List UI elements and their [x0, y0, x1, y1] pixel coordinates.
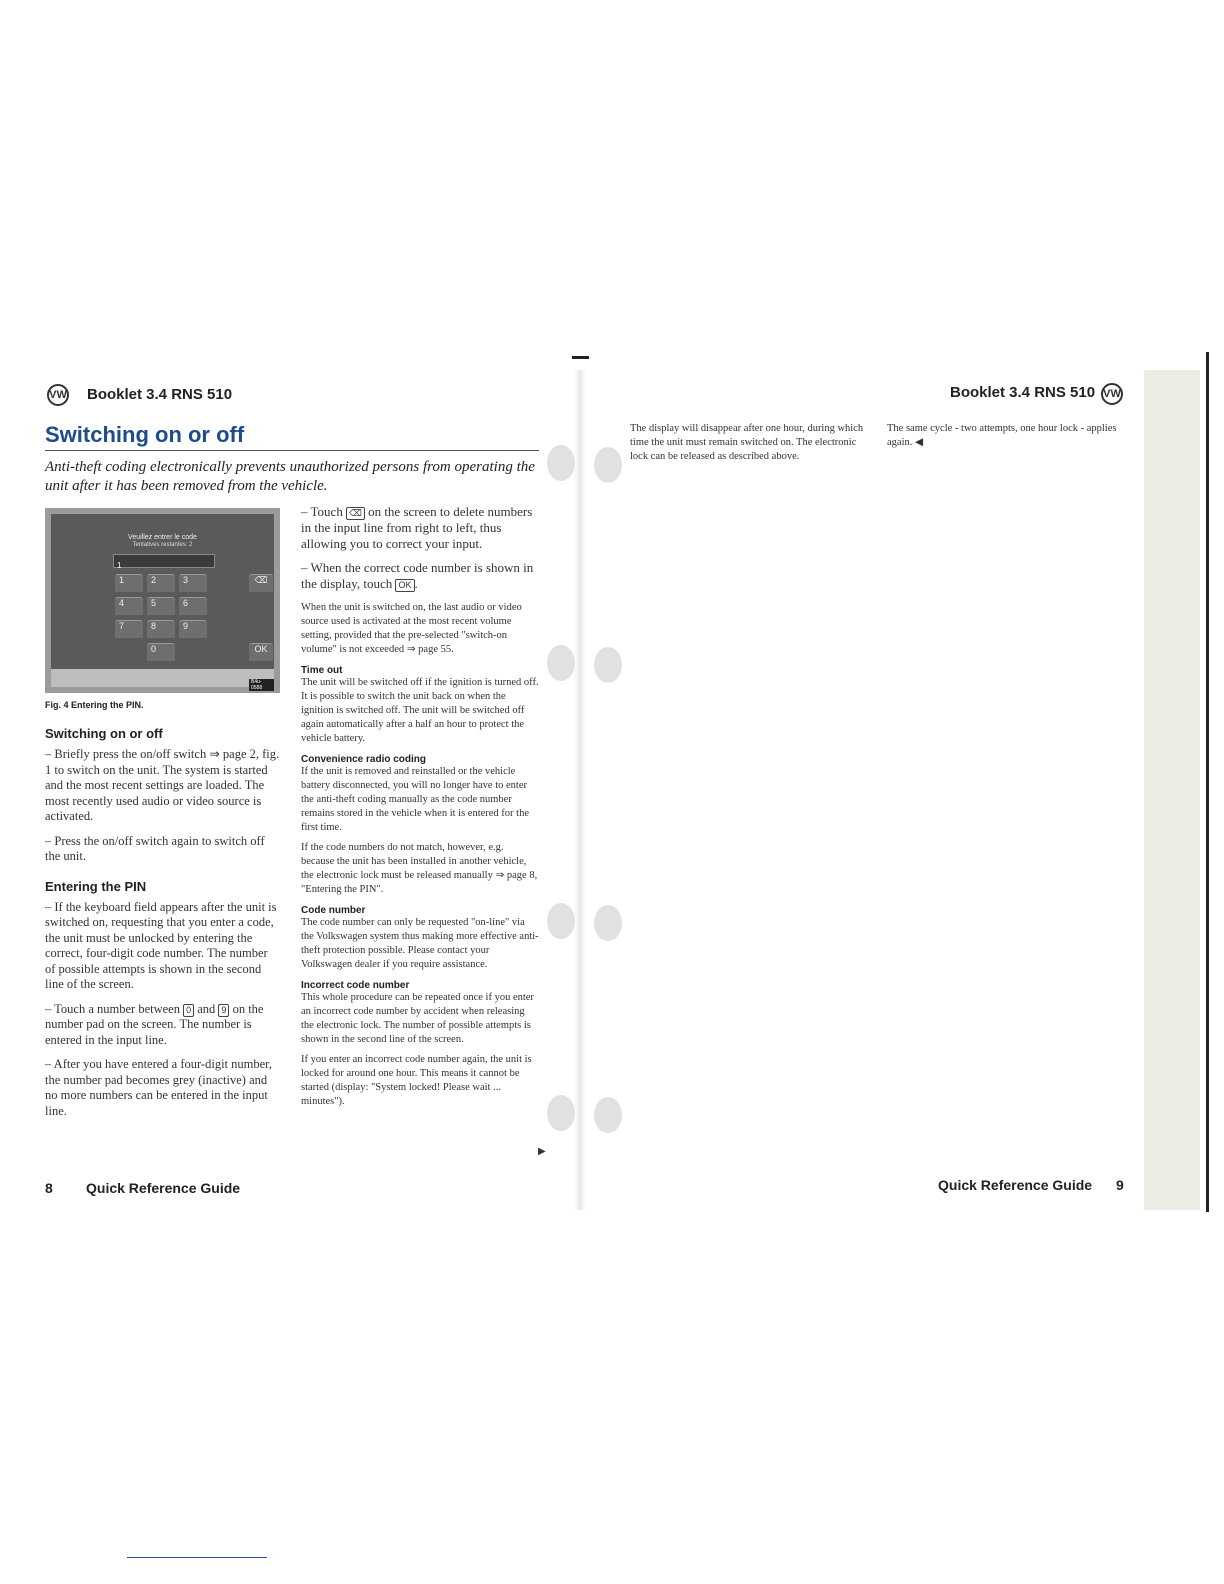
- para-keyboard-field: – If the keyboard field appears after the unit is switched on, requesting that you enter a code, the unit must be unlocked by entering the correct, four-digit code number. The number of possible attempts is shown in the second line of the screen.: [45, 899, 277, 991]
- touch-number-a: – Touch a number between: [45, 1001, 184, 1016]
- para-last-source: When the unit is switched on, the last audio or video source used is activated at the most recent volume setting, provided that the pre-selected "switch-on volume" is not exceeded ⇒ page 55.: [301, 601, 522, 655]
- para-time-out: The unit will be switched off if the ignition is turned off. It is possible to switch the unit back on when the ignition is switched off. The unit will be switched off again automatically after a half an hour to protect the vehicle battery.: [301, 676, 539, 744]
- numpad-key-4[interactable]: 4: [115, 597, 143, 615]
- numpad-key-8[interactable]: 8: [147, 620, 175, 638]
- heading-incorrect: Incorrect code number: [301, 979, 410, 991]
- para-incorrect-2: If you enter an incorrect code number again, the unit is locked for around one hour. This means it cannot be started (display: "System locked! Please wait ... minutes").: [301, 1053, 532, 1107]
- vw-logo-right-icon: VW: [1101, 383, 1123, 405]
- heading-switching: Switching on or off: [45, 726, 163, 741]
- delete-b: on the screen to delete numbers in the input line from right to left, thus allowing you to correct your input.: [301, 504, 533, 551]
- para-convenience-2: If the code numbers do not match, however, e.g. because the unit has been installed in another vehicle, the electronic lock must be released manually ⇒ page 8, "Entering the PIN".: [301, 841, 538, 895]
- touch-number-c: on the number pad on the screen. The number is entered in the input line.: [45, 1001, 264, 1047]
- continue-arrow-icon: ▶: [538, 1146, 546, 1157]
- binder-hole-left-1: [547, 445, 575, 481]
- binder-hole-left-3: [547, 903, 575, 939]
- numpad-key-6[interactable]: 6: [179, 597, 207, 615]
- numpad-key-3[interactable]: 3: [179, 574, 207, 592]
- ok-key-icon: OK: [395, 579, 414, 592]
- right-col1-text: The display will disappear after one hour, during which time the unit must remain switched on. The electronic lock can be released as described above.: [630, 423, 864, 462]
- screen-status-bar: [51, 669, 274, 687]
- pin-input-value: 1: [117, 561, 122, 570]
- binder-hole-right-3: [594, 905, 622, 941]
- binder-hole-right-1: [594, 447, 622, 483]
- pin-input-line[interactable]: [113, 554, 215, 568]
- numpad-key-7[interactable]: 7: [115, 620, 143, 638]
- footer-label-right: Quick Reference Guide: [938, 1177, 1093, 1193]
- delete-key[interactable]: ⌫: [249, 574, 273, 592]
- para-touch-ok: [301, 560, 539, 592]
- heading-entering-pin: Entering the PIN: [45, 878, 147, 894]
- para-four-digit: – After you have entered a four-digit number, the number pad becomes grey (inactive) and no more numbers can be entered in the input line.: [45, 1057, 272, 1118]
- bottom-link-underline: [127, 1557, 267, 1558]
- page-edge-tab: [1144, 370, 1200, 1210]
- header-booklet-right: Booklet 3.4 RNS 510: [950, 384, 1096, 401]
- heading-code-number: Code number: [301, 904, 366, 916]
- para-touch-number: [45, 1002, 280, 1049]
- binder-hole-left-2: [547, 645, 575, 681]
- screen-attempts: Tentatives restantes: 2: [132, 542, 193, 548]
- pin-screen-figure: [45, 508, 280, 693]
- numpad-key-9[interactable]: 9: [179, 620, 207, 638]
- para-switch-off: – Press the on/off switch again to switch off the unit.: [45, 833, 265, 863]
- middle-column: [301, 504, 539, 1115]
- figure-caption: Fig. 4 Entering the PIN.: [45, 700, 144, 710]
- footer-label-left: Quick Reference Guide: [86, 1180, 241, 1196]
- key-9-icon: 9: [218, 1004, 229, 1017]
- footer-page-left: 8: [45, 1180, 53, 1196]
- binder-hole-right-2: [594, 647, 622, 683]
- ok-key[interactable]: OK: [249, 643, 273, 661]
- header-booklet-left: Booklet 3.4 RNS 510: [87, 386, 233, 403]
- figure-ref: B4u-0588: [249, 679, 274, 691]
- touch-ok-b: .: [414, 575, 418, 591]
- right-col2-text: The same cycle - two attempts, one hour lock - applies again. ◀: [887, 423, 1117, 448]
- delete-key-icon: ⌫: [346, 507, 365, 520]
- numpad-key-2[interactable]: 2: [147, 574, 175, 592]
- title-rule: [45, 450, 539, 451]
- screen-prompt: Veuillez entrer le code: [128, 534, 197, 541]
- para-delete: [301, 504, 539, 551]
- para-code-number: The code number can only be requested "on-line" via the Volkswagen system thus making more effective anti-theft protection possible. Please contact your Volkswagen dealer if you require assistance.: [301, 916, 539, 970]
- delete-a: – Touch: [301, 504, 347, 519]
- binder-hole-right-4: [594, 1097, 622, 1133]
- heading-time-out: Time out: [301, 664, 343, 676]
- spine-shadow: [574, 370, 586, 1210]
- para-switch-on: – Briefly press the on/off switch ⇒ page 2, fig. 1 to switch on the unit. The system is started and the most recent settings are loaded. The most recently used audio or video source is activated.: [45, 747, 280, 823]
- numpad-key-5[interactable]: 5: [147, 597, 175, 615]
- numpad-key-1[interactable]: 1: [115, 574, 143, 592]
- para-convenience-1: If the unit is removed and reinstalled or the vehicle battery disconnected, you will no longer have to enter the anti-theft coding manually as the code number remains stored in the vehicle when it is entered for the first time.: [301, 765, 530, 833]
- footer-page-right: 9: [1116, 1177, 1124, 1193]
- heading-convenience: Convenience radio coding: [301, 753, 427, 765]
- top-mark: [572, 356, 589, 359]
- touch-number-b: and: [194, 1001, 219, 1016]
- intro-text: Anti-theft coding electronically prevents unauthorized persons from operating the unit after it has been removed from the vehicle.: [45, 459, 535, 494]
- vw-logo-icon: VW: [47, 384, 69, 406]
- touch-ok-a: – When the correct code number is shown in the display, touch: [301, 560, 534, 591]
- binder-hole-left-4: [547, 1095, 575, 1131]
- page-edge-line: [1206, 352, 1209, 1212]
- numpad-key-0[interactable]: 0: [147, 643, 175, 661]
- page-title: Switching on or off: [45, 422, 245, 447]
- para-incorrect-1: This whole procedure can be repeated once if you enter an incorrect code number by accident when releasing the electronic lock. The number of possible attempts is shown in the second line of the screen.: [301, 991, 534, 1045]
- left-column: [45, 726, 280, 1128]
- key-0-icon: 0: [183, 1004, 194, 1017]
